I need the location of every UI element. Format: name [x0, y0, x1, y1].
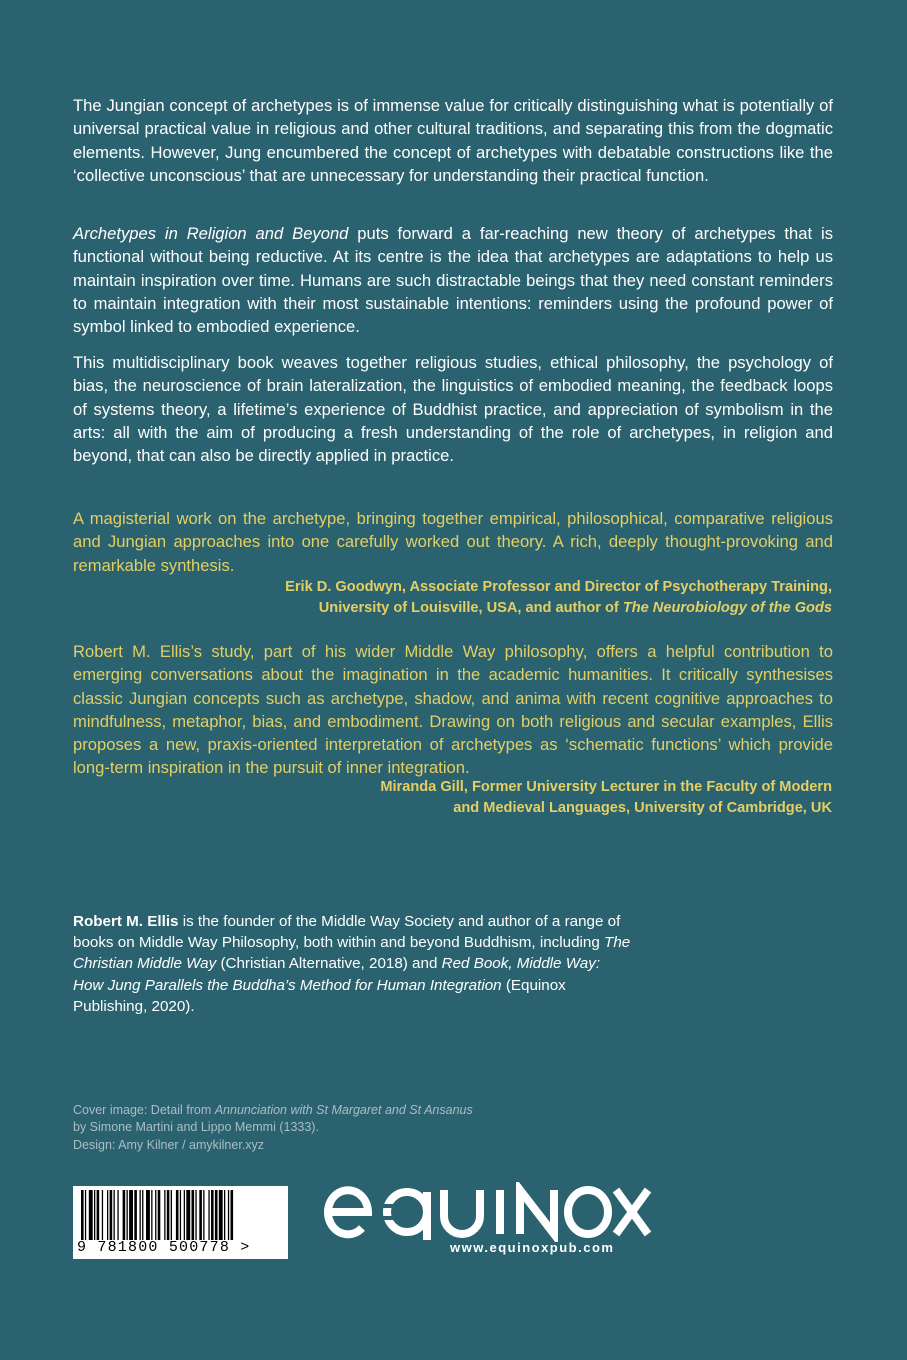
author-bio	[73, 911, 633, 1017]
cover-artwork-title: Annunciation with St Margaret and St Ansanus	[214, 1103, 473, 1117]
attribution-line: University of Louisville, USA, and author of	[318, 600, 623, 616]
barcode-bar	[114, 1190, 115, 1240]
barcode-bar	[171, 1190, 172, 1240]
credits-design: Design: Amy Kilner / amykilner.xyz	[73, 1137, 265, 1152]
barcode-bar	[215, 1190, 218, 1240]
credits-text: Cover image: Detail from	[73, 1103, 215, 1117]
barcode-bar	[94, 1190, 95, 1240]
attribution-line: Erik D. Goodwyn, Associate Professor and Director of Psychotherapy Training,	[285, 579, 832, 595]
barcode-bar	[195, 1190, 196, 1240]
barcode-bar	[102, 1190, 103, 1240]
endorsement-attribution-2	[112, 777, 832, 819]
bio-text: (Equinox Publishing, 2020).	[73, 976, 566, 1015]
barcode-bar	[97, 1190, 100, 1240]
isbn-number: 9 781800 500778 >	[77, 1239, 251, 1256]
publisher-url[interactable]: www.equinoxpub.com	[450, 1240, 615, 1255]
barcode-bar	[192, 1190, 195, 1240]
attribution-book-title: The Neurobiology of the Gods	[622, 600, 832, 616]
barcode-bar	[199, 1190, 202, 1240]
barcode-bar	[219, 1190, 223, 1240]
barcode-bar	[134, 1190, 137, 1240]
blurb-paragraph-2-text: puts forward a far-reaching new theory of archetypes that is functional without being reductive. At its centre is the idea that archetypes are adaptations to help us maintain inspiration over time. Humans are such distractable beings that they need constant reminders to maintain integration with their most sustainable intentions: reminders using the profound power of symbol linked to embodied experience.	[73, 224, 833, 337]
barcode-bar	[142, 1190, 143, 1240]
book-title: Archetypes in Religion and Beyond	[73, 224, 349, 243]
barcode-bar	[231, 1190, 234, 1240]
barcode-bar	[180, 1190, 181, 1240]
barcode-bar	[110, 1190, 113, 1240]
barcode-bar	[158, 1190, 161, 1240]
bio-text: (Christian Alternative, 2018) and	[216, 955, 442, 973]
barcode-bar	[123, 1190, 126, 1240]
barcode-bar	[140, 1190, 141, 1240]
barcode-bar	[107, 1190, 108, 1240]
barcode-bar	[167, 1190, 170, 1240]
author-name: Robert M. Ellis	[73, 913, 179, 930]
attribution-line: Miranda Gill, Former University Lecturer in the Faculty of Modern	[380, 779, 832, 795]
blurb-paragraph-3: This multidisciplinary book weaves together religious studies, ethical philosophy, the psychology of bias, the neuroscience of brain lateralization, the linguistics of embodied meaning, the feedback loops of systems theory, a lifetime’s experience of Buddhist practice, and appreciation of symbolism in the arts: all with the aim of producing a fresh understanding of the role of archetypes, in religion and beyond, that can also be directly applied in practice.	[73, 353, 833, 466]
barcode-bar	[203, 1190, 204, 1240]
barcode-bar	[85, 1190, 86, 1240]
equinox-logo	[322, 1182, 652, 1242]
barcode-bar	[224, 1190, 225, 1240]
barcode-bar	[184, 1190, 185, 1240]
barcode-bar	[129, 1190, 133, 1240]
blurb-paragraph-1: The Jungian concept of archetypes is of immense value for critically distinguishing what is potentially of universal practical value in religious and other cultural traditions, and separating this from the dogmatic elements. However, Jung encumbered the concept of archetypes with debatable constructions like the ‘collective unconscious’ that are unnecessary for understanding their practical function.	[73, 96, 833, 185]
endorsement-quote-1: A magisterial work on the archetype, bringing together empirical, philosophical, comparative religious and Jungian approaches into one carefully worked out theory. A rich, deeply thought-provoking and remarkable synthesis.	[73, 509, 833, 575]
barcode-bar	[89, 1190, 93, 1240]
endorsement-quote-2: Robert M. Ellis’s study, part of his wider Middle Way philosophy, offers a helpful contribution to emerging conversations about the imagination in the academic humanities. It critically synthesises classic Jungian concepts such as archetype, shadow, and anima with recent cognitive approaches to mindfulness, metaphor, bias, and embodiment. Drawing on both religious and secular examples, Ellis proposes a new, praxis-oriented interpretation of archetypes as ‘schematic functions’ which provide long-term inspiration in the pursuit of inner integration.	[73, 642, 833, 778]
barcode-bars	[79, 1190, 282, 1240]
barcode-bar	[81, 1190, 84, 1240]
barcode-bar	[164, 1190, 165, 1240]
blurb-paragraph-2	[73, 222, 833, 338]
bio-text: is the founder of the Middle Way Society and author of a range of books on Middle Way Philosophy, both within and beyond Buddhism, including	[73, 913, 621, 952]
barcode-bar	[127, 1190, 128, 1240]
barcode-bar	[176, 1190, 179, 1240]
bio-book-title: The Christian Middle Way	[73, 934, 631, 973]
barcode-bar	[211, 1190, 214, 1240]
barcode-bar	[117, 1190, 118, 1240]
credits-artists: by Simone Martini and Lippo Memmi (1333).	[73, 1120, 319, 1135]
bio-book-title: Red Book, Middle Way: How Jung Parallels the Buddha’s Method for Human Integration	[73, 955, 601, 994]
attribution-line: and Medieval Languages, University of Cambridge, UK	[453, 800, 832, 816]
barcode-bar	[208, 1190, 209, 1240]
barcode-bar	[228, 1190, 229, 1240]
endorsement-attribution-1	[112, 577, 832, 619]
barcode-bar	[146, 1190, 150, 1240]
barcode-bar	[151, 1190, 152, 1240]
cover-credits	[73, 1102, 573, 1154]
isbn-barcode	[73, 1186, 288, 1259]
barcode-bar	[186, 1190, 190, 1240]
barcode-bar	[155, 1190, 156, 1240]
